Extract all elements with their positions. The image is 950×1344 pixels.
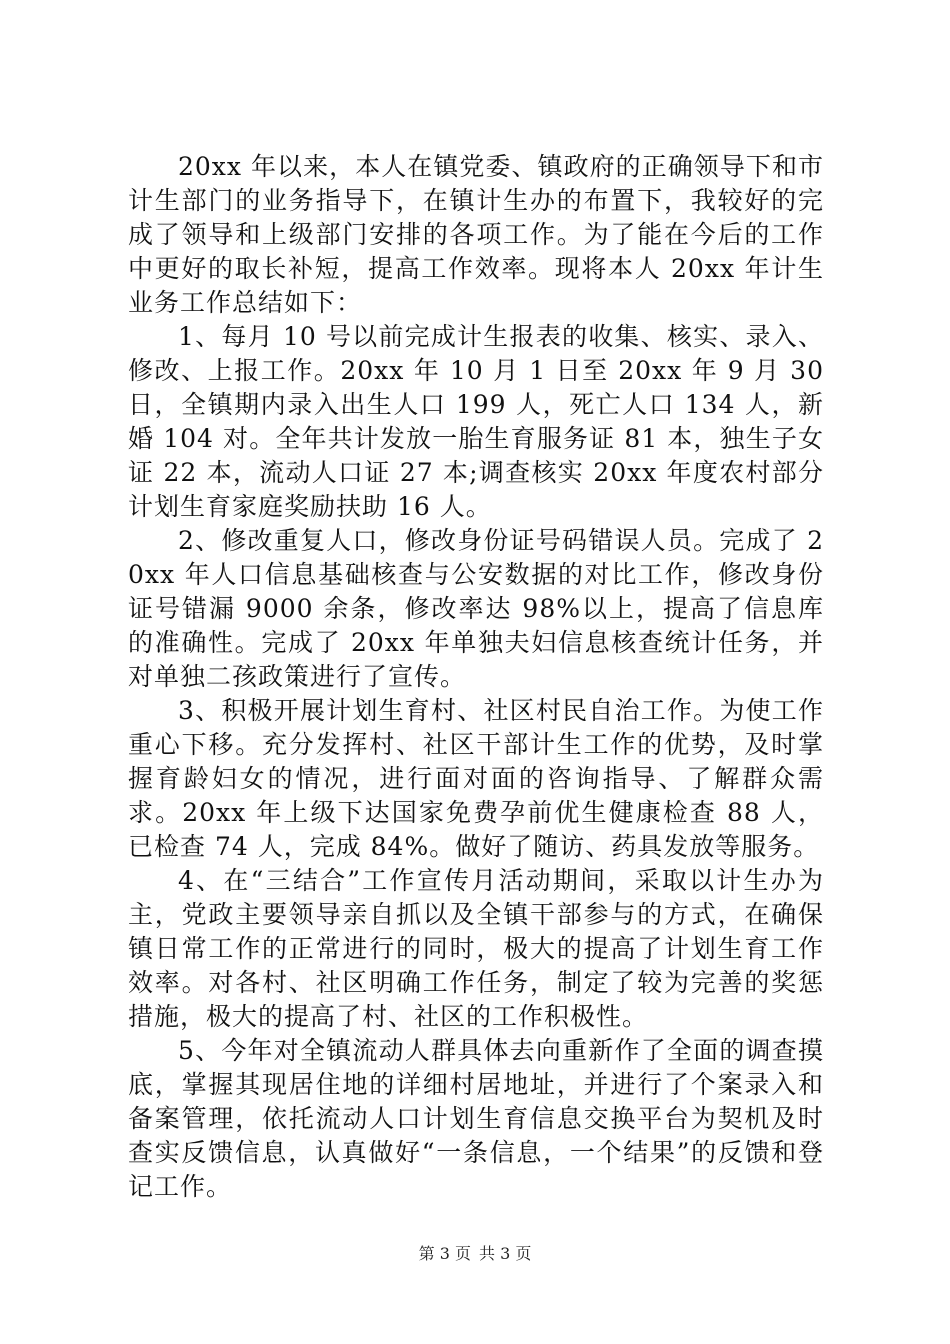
- paragraph-item-2: 2、修改重复人口，修改身份证号码错误人员。完成了 20xx 年人口信息基础核查与公安数据的对比工作，修改身份证号错漏 9000 余条，修改率达 98%以上，提高了信息库的准确性。完成了 20xx 年单独夫妇信息核查统计任务，并对单独二孩政策进行了宣传。: [128, 526, 824, 691]
- page-footer: [0, 1244, 950, 1264]
- paragraph-item-5: 5、今年对全镇流动人群具体去向重新作了全面的调查摸底，掌握其现居住地的详细村居地址，并进行了个案录入和备案管理，依托流动人口计划生育信息交换平台为契机及时查实反馈信息，认真做好“一条信息，一个结果”的反馈和登记工作。: [128, 1036, 824, 1201]
- page-number-total: 共 3 页: [479, 1244, 532, 1263]
- paragraph-item-4: 4、在“三结合”工作宣传月活动期间，采取以计生办为主，党政主要领导亲自抓以及全镇干部参与的方式，在确保镇日常工作的正常进行的同时，极大的提高了计划生育工作效率。对各村、社区明确工作任务，制定了较为完善的奖惩措施，极大的提高了村、社区的工作积极性。: [128, 866, 824, 1031]
- paragraph-intro: 20xx 年以来，本人在镇党委、镇政府的正确领导下和市计生部门的业务指导下，在镇计生办的布置下，我较好的完成了领导和上级部门安排的各项工作。为了能在今后的工作中更好的取长补短，提高工作效率。现将本人 20xx 年计生业务工作总结如下：: [128, 152, 824, 317]
- document-body: [128, 150, 824, 1204]
- paragraph-item-1: 1、每月 10 号以前完成计生报表的收集、核实、录入、修改、上报工作。20xx 年 10 月 1 日至 20xx 年 9 月 30 日，全镇期内录入出生人口 199 人，死亡人口 134 人，新婚 104 对。全年共计发放一胎生育服务证 81 本，独生子女证 22 本，流动人口证 27 本;调查核实 20xx 年度农村部分计划生育家庭奖励扶助 16 人。: [128, 322, 824, 521]
- paragraph-item-3: 3、积极开展计划生育村、社区村民自治工作。为使工作重心下移。充分发挥村、社区干部计生工作的优势，及时掌握育龄妇女的情况，进行面对面的咨询指导、了解群众需求。20xx 年上级下达国家免费孕前优生健康检查 88 人，已检查 74 人，完成 84%。做好了随访、药具发放等服务。: [128, 696, 824, 861]
- page-number-current: 第 3 页: [418, 1244, 471, 1263]
